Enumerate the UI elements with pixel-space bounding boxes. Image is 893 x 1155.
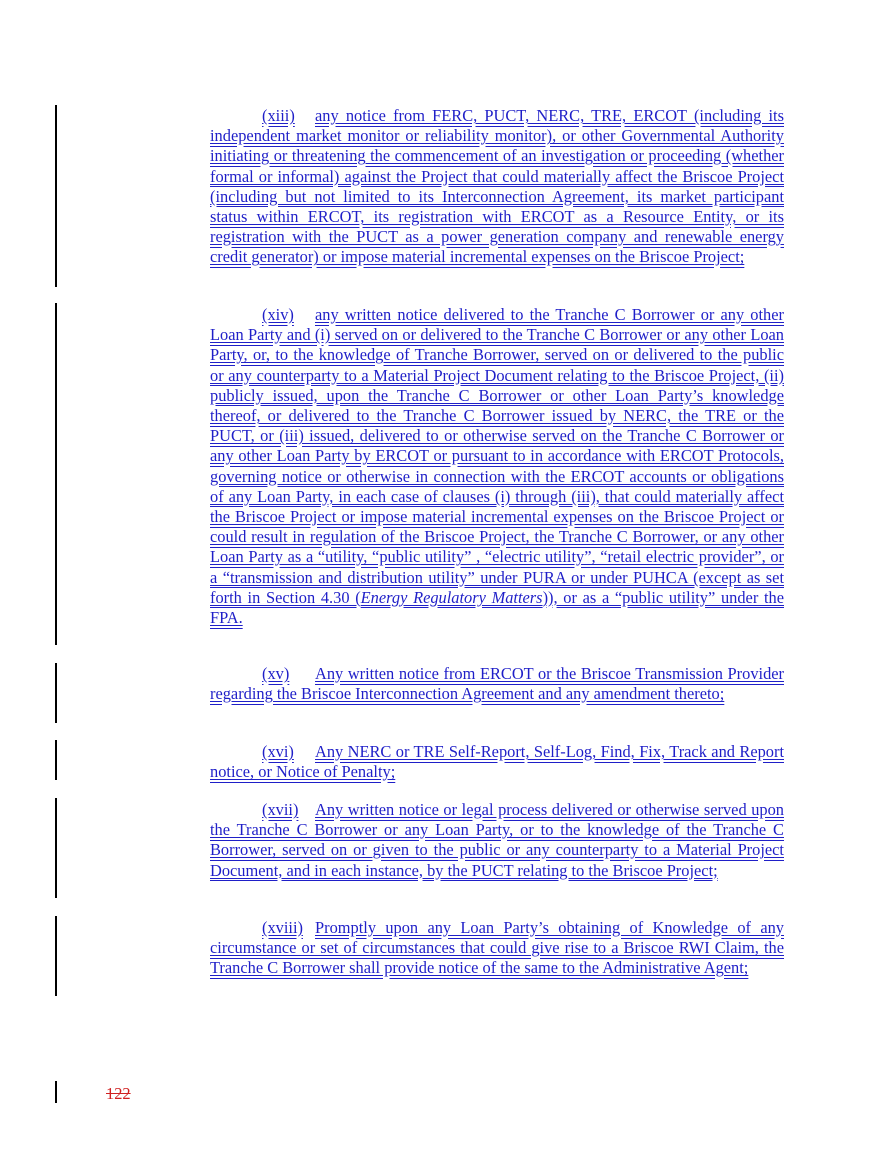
- clause-xv: [210, 664, 784, 704]
- clause-text: Any written notice or legal process delivered or otherwise served upon the Tranche C Borrower or any Loan Party, or to the knowledge of the Tranche C Borrower, served on or given to the public or any counterparty to a Material Project Document, and in each instance, by the PUCT relating to the Briscoe Project;: [210, 800, 784, 880]
- clause-xvi: [210, 742, 784, 782]
- clause-text: Any written notice from ERCOT or the Briscoe Transmission Provider regarding the Briscoe Interconnection Agreement and any amendment thereto;: [210, 664, 784, 704]
- clause-number: (xviii): [262, 918, 303, 937]
- clause-number: (xvii): [262, 800, 299, 819]
- change-bar: [55, 798, 57, 898]
- clause-number: (xiv): [262, 305, 294, 324]
- change-bar: [55, 740, 57, 780]
- clause-text-end: )), or as a “public utility” under the FPA.: [210, 587, 784, 628]
- clause-italic-reference: Energy Regulatory Matters: [360, 587, 543, 607]
- clause-xiii: [210, 106, 784, 268]
- clause-xiv: [210, 305, 784, 628]
- change-bar: [55, 303, 57, 645]
- clause-text: any notice from FERC, PUCT, NERC, TRE, ERCOT (including its independent market monitor or reliability monitor), or other Governmental Authority initiating or threatening the commencement of an investigation or proceeding (whether formal or informal) against the Project that could materially affect the Briscoe Project (including but not limited to its Interconnection Agreement, its market participant status within ERCOT, its registration with ERCOT as a Resource Entity, or its registration with the PUCT as a power generation company and renewable energy credit generator) or impose material incremental expenses on the Briscoe Project;: [210, 106, 784, 267]
- change-bar: [55, 105, 57, 287]
- clause-text: Promptly upon any Loan Party’s obtaining of Knowledge of any circumstance or set of circumstances that could give rise to a Briscoe RWI Claim, the Tranche C Borrower shall provide notice of the same to the Administrative Agent;: [210, 918, 784, 978]
- change-bar: [55, 1081, 57, 1103]
- clause-text: Any NERC or TRE Self-Report, Self-Log, Find, Fix, Track and Report notice, or Notice of Penalty;: [210, 742, 784, 782]
- change-bar: [55, 916, 57, 996]
- clause-number: (xv): [262, 664, 290, 683]
- clause-xviii: [210, 918, 784, 979]
- clause-text: any written notice delivered to the Tranche C Borrower or any other Loan Party and (i) served on or delivered to the Tranche C Borrower or any other Loan Party, or, to the knowledge of Tranche Borrower, served on or delivered to the public or any counterparty to a Material Project Document relating to the Briscoe Project, (ii) publicly issued, upon the Tranche C Borrower or other Loan Party’s knowledge thereof, or delivered to the Tranche C Borrower issued by NERC, the TRE or the PUCT, or (iii) issued, delivered to or otherwise served on the Tranche C Borrower or any other Loan Party by ERCOT or pursuant to in accordance with ERCOT Protocols, governing notice or otherwise in connection with the ERCOT accounts or obligations of any Loan Party, in each case of clauses (i) through (iii), that could materially affect the Briscoe Project or impose material incremental expenses on the Briscoe Project or could result in regulation of the Briscoe Project, the Tranche C Borrower, or any other Loan Party as a “utility, “public utility” , “electric utility”, “retail electric provider”, or a “transmission and distribution utility” under PURA or under PUHCA (except as set forth in Section 4.30 (: [210, 305, 784, 607]
- clause-number: (xiii): [262, 106, 295, 125]
- change-bar: [55, 663, 57, 723]
- page-number: 122: [106, 1084, 131, 1103]
- clause-number: (xvi): [262, 742, 294, 761]
- clause-xvii: [210, 800, 784, 881]
